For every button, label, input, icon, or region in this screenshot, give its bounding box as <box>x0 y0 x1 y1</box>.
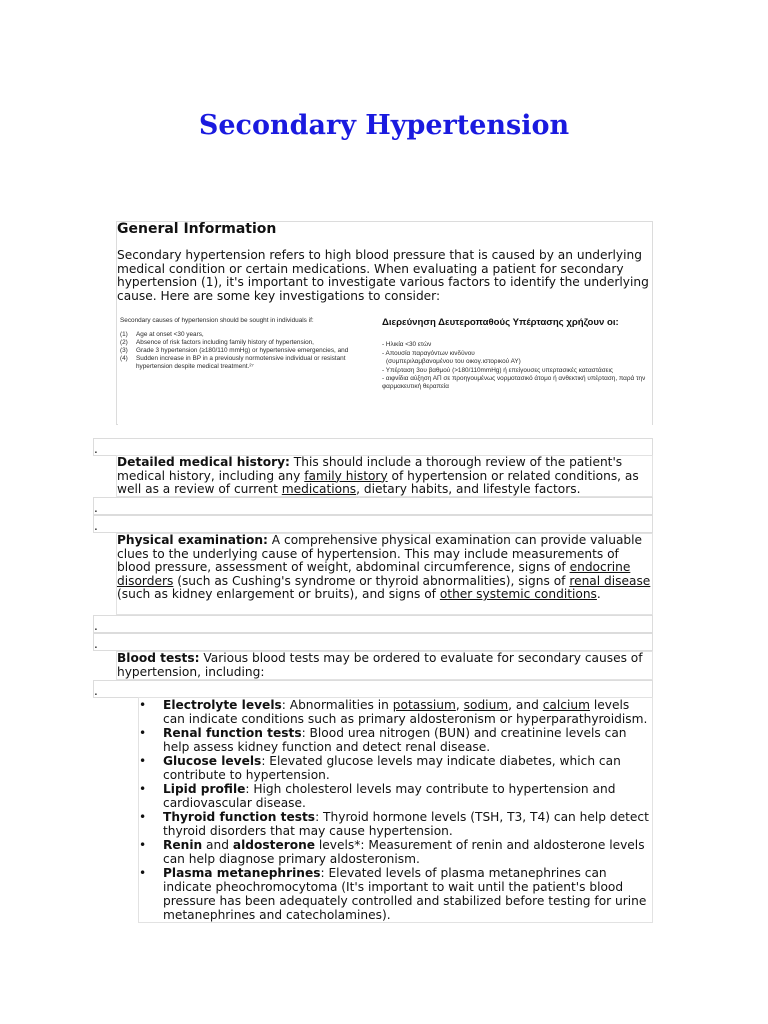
bullet-icon: • <box>139 782 147 796</box>
empty-bullet-row: . <box>93 497 653 515</box>
figure-criterion: (3) Grade 3 hypertension (≥180/110 mmHg) or hypertensive emergencies, and <box>120 347 349 354</box>
figure-greek-line: - Ηλικία <30 ετών <box>382 341 432 349</box>
empty-bullet-row: . <box>93 515 653 533</box>
page-title: Secondary Hypertension <box>198 110 570 141</box>
family-history-link[interactable]: family history <box>304 468 388 483</box>
section-heading: General Information <box>117 221 277 237</box>
physical-exam-label: Physical examination: <box>117 533 268 547</box>
list-item: • Renin and aldosterone levels*: Measurement of renin and aldosterone levels can help diagnose primary aldosteronism. <box>139 838 645 866</box>
figure-greek-line: (συμπεριλαμβανομένου του οικογ.ιστορικού ΑΥ) <box>386 358 521 366</box>
figure-intro: Secondary causes of hypertension should be sought in individuals if: <box>120 317 314 324</box>
sodium-link[interactable]: sodium <box>463 698 509 712</box>
figure-criteria-english <box>120 315 370 371</box>
endocrine-disorders-link[interactable]: endocrine disorders <box>117 560 631 588</box>
bullet-icon: • <box>139 698 147 712</box>
bullet-icon: • <box>139 726 147 740</box>
figure-criterion: (1) Age at onset <30 years, <box>120 331 204 338</box>
figure-criterion: (2) Absence of risk factors including family history of hypertension, <box>120 339 314 346</box>
list-item: • Plasma metanephrines: Elevated levels of plasma metanephrines can indicate pheochromocytoma (It's important to wait until the patient's blood pressure has been adequately controlled and stabilized before testing for urine metanephrines and catecholamines). <box>139 866 647 922</box>
figure-greek-line: - Απουσία παραγόντων κινδύνου <box>382 349 475 357</box>
general-information-section <box>116 221 653 425</box>
blood-tests-label: Blood tests: <box>117 651 200 665</box>
blood-tests-list <box>138 697 653 923</box>
medications-link[interactable]: medications <box>281 482 357 497</box>
figure-criteria-greek <box>382 315 652 392</box>
empty-bullet-row: . <box>93 633 653 651</box>
calcium-link[interactable]: calcium <box>542 698 590 712</box>
figure-greek-line: - αιφνίδια αύξηση ΑΠ σε προηγουμένως νορμοτασικό άτομο ή ανθεκτική υπέρταση, παρά την φαρμακευτική θεραπεία <box>382 375 646 391</box>
list-item: • Renal function tests: Blood urea nitrogen (BUN) and creatinine levels can help assess kidney function and detect renal disease. <box>139 726 627 754</box>
blood-tests-paragraph: Blood tests: Various blood tests may be ordered to evaluate for secondary causes of hypertension, including: <box>116 651 653 680</box>
other-systemic-conditions-link[interactable]: other systemic conditions <box>439 587 597 602</box>
list-item: • Thyroid function tests: Thyroid hormone levels (TSH, T3, T4) can help detect thyroid disorders that may cause hypertension. <box>139 810 649 838</box>
bullet-icon: • <box>139 866 147 880</box>
renal-disease-link[interactable]: renal disease <box>569 573 651 588</box>
list-item: • Lipid profile: High cholesterol levels may contribute to hypertension and cardiovascular disease. <box>139 782 616 810</box>
bullet-icon: • <box>139 810 147 824</box>
physical-exam-paragraph: Physical examination: A comprehensive physical examination can provide valuable clues to the underlying cause of hypertension. This may include measurements of blood pressure, assessment of weight, abdominal circumference, signs of endocrine disorders (such as Cushing's syndrome or thyroid abnormalities), signs of renal disease (such as kidney enlargement or bruits), and signs of other systemic conditions. <box>116 533 653 615</box>
figure-greek-line: - Υπέρταση 3ου βαθμού (>180/110mmHg) ή επείγουσες υπερτασικές καταστάσεις <box>382 366 614 374</box>
intro-paragraph: Secondary hypertension refers to high blood pressure that is caused by an underlying medical condition or certain medications. When evaluating a patient for secondary hypertension (1), it's important to investigate various factors to identify the underlying cause. Here are some key investigations to consider: <box>117 248 649 303</box>
figure-criterion: (4) Sudden increase in BP in a previously normotensive individual or resistant hypertension despite medical treatment.²⁷ <box>120 355 346 370</box>
medical-history-paragraph: Detailed medical history: This should include a thorough review of the patient's medical history, including any family history of hypertension or related conditions, as well as a review of current medications, dietary habits, and lifestyle factors. <box>116 455 653 497</box>
list-item: • Electrolyte levels: Abnormalities in potassium, sodium, and calcium levels can indicate conditions such as primary aldosteronism or hyperparathyroidism. <box>139 698 648 726</box>
empty-bullet-row: . <box>93 680 653 698</box>
medical-history-label: Detailed medical history: <box>117 455 290 469</box>
figure-greek-title: Διερεύνηση Δευτεροπαθούς Υπέρτασης χρήζουν οι: <box>382 317 619 328</box>
empty-bullet-row: . <box>93 615 653 633</box>
criteria-figure <box>118 315 652 425</box>
bullet-icon: • <box>139 754 147 768</box>
bullet-icon: • <box>139 838 147 852</box>
potassium-link[interactable]: potassium <box>392 698 456 712</box>
empty-bullet-row: . <box>93 438 653 456</box>
list-item: • Glucose levels: Elevated glucose levels may indicate diabetes, which can contribute to hypertension. <box>139 754 621 782</box>
